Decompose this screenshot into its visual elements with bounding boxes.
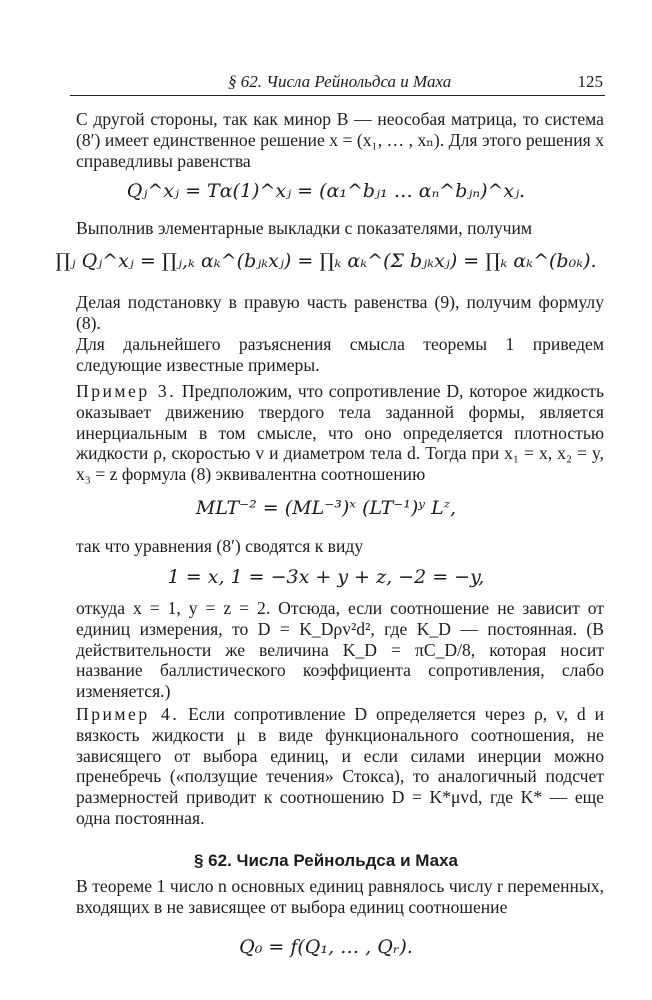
example-3-label: Пример 3. bbox=[76, 381, 177, 401]
paragraph-substitution: Делая подстановку в правую часть равенства (9), получим формулу (8). bbox=[76, 292, 604, 333]
equation-5: Q₀ = f(Q₁, … , Qᵣ). bbox=[239, 936, 413, 958]
equation-1: Qⱼ^xⱼ = Tα(1)^xⱼ = (α₁^bⱼ₁ … αₙ^bⱼₙ)^xⱼ. bbox=[126, 180, 526, 202]
paragraph-theorem: В теореме 1 число n основных единиц равнялось числу r переменных, входящих в не зависящее от выбора единиц соотношение bbox=[76, 876, 604, 917]
paragraph-examples-intro: Для дальнейшего разъяснения смысла теоремы 1 приведем следующие известные примеры. bbox=[76, 334, 604, 375]
running-title: § 62. Числа Рейнольдса и Маха bbox=[228, 72, 452, 91]
section-heading: § 62. Числа Рейнольдса и Маха bbox=[194, 851, 458, 870]
example-4 bbox=[76, 704, 604, 829]
page-number: 125 bbox=[577, 72, 603, 91]
paragraph-reduce: так что уравнения (8′) сводятся к виду bbox=[76, 536, 364, 556]
header-rule bbox=[70, 95, 605, 96]
equation-2: ∏ⱼ Qⱼ^xⱼ = ∏ⱼ,ₖ αₖ^(bⱼₖxⱼ) = ∏ₖ αₖ^(Σ bⱼₖxⱼ) = ∏ₖ αₖ^(b₀ₖ). bbox=[55, 250, 597, 272]
equation-3: MLT⁻² = (ML⁻³)ˣ (LT⁻¹)ʸ Lᶻ, bbox=[195, 497, 457, 519]
paragraph-solution: откуда x = 1, y = z = 2. Отсюда, если соотношение не зависит от единиц измерения, то D = K_Dρv²d², где K_D — постоянная. (В действительности же величина K_D = πC_D/8, которая носит название баллистического коэффициента сопротивления, слабо изменяется.) bbox=[76, 598, 604, 702]
example-3-text: Предположим, что сопротивление D, которое жидкость оказывает движению твердого тела заданной формы, является инерциальным в том смысле, что оно определяется плотностью жидкости ρ, скоростью v и диаметром тела d. Тогда при x₁ = x, x₂ = y, x₃ = z формула (8) эквивалентна соотношению bbox=[76, 381, 604, 485]
running-header bbox=[70, 72, 605, 94]
paragraph-intro: С другой стороны, так как минор B — неособая матрица, то система (8′) имеет единственное решение x = (x₁, … , xₙ). Для этого решения x справедливы равенства bbox=[76, 109, 604, 171]
example-4-label: Пример 4. bbox=[76, 704, 180, 724]
equation-4: 1 = x, 1 = −3x + y + z, −2 = −y, bbox=[167, 566, 485, 588]
paragraph-computation: Выполнив элементарные выкладки с показателями, получим bbox=[76, 218, 533, 238]
example-3 bbox=[76, 381, 604, 485]
example-4-text: Если сопротивление D определяется через ρ, v, d и вязкость жидкости μ в виде функционального соотношения, не зависящего от выбора единиц, и если силами инерции можно пренебречь («ползущие течения» Стокса), то аналогичный подсчет размерностей приводит к соотношению D = K*μvd, где K* — еще одна постоянная. bbox=[76, 704, 604, 828]
